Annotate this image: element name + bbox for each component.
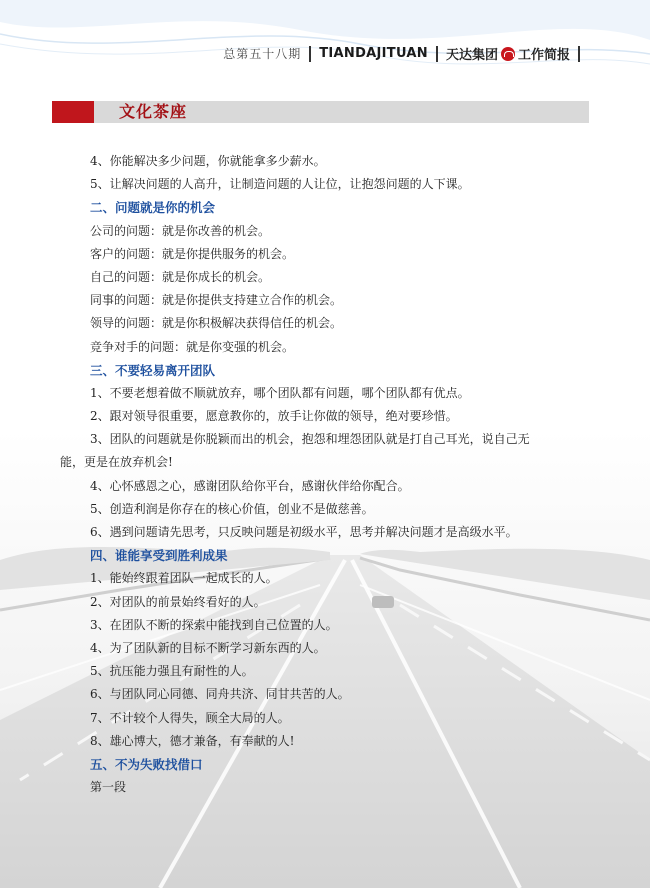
section-title-bar: [52, 101, 589, 123]
section-accent-block: [52, 101, 94, 123]
group-name: 天达集团: [445, 48, 498, 63]
tianda-logo-icon: [501, 47, 515, 61]
list-item-continuation: 能，更是在放弃机会!: [60, 455, 173, 470]
paragraph: 第一段: [90, 780, 127, 795]
brand-name: TIANDAJITUAN: [319, 46, 428, 61]
subheading: 三、不要轻易离开团队: [90, 362, 216, 378]
section-title: 文化茶座: [119, 102, 188, 121]
list-item: 1、不要老想着做不顺就放弃，哪个团队都有问题，哪个团队都有优点。: [90, 385, 470, 400]
article-body: [60, 150, 590, 799]
list-item: 6、与团队同心同德、同舟共济、同甘共苦的人。: [90, 687, 350, 702]
list-item: 3、团队的问题就是你脱颖而出的机会，抱怨和埋怨团队就是打自己耳光，说自己无: [90, 432, 530, 447]
bulletin-name: 工作简报: [517, 48, 570, 63]
list-item: 公司的问题：就是你改善的机会。: [90, 223, 271, 238]
list-item: 6、遇到问题请先思考，只反映问题是初级水平，思考并解决问题才是高级水平。: [90, 525, 518, 539]
list-item: 4、为了团队新的目标不断学习新东西的人。: [90, 640, 326, 655]
issue-number: 总第五十八期: [223, 47, 302, 61]
list-item: 1、能始终跟着团队一起成长的人。: [90, 571, 278, 586]
header-divider: [309, 46, 311, 62]
subheading: 五、不为失败找借口: [90, 756, 203, 772]
header-divider: [436, 46, 438, 62]
page-header: [223, 44, 588, 63]
list-item: 竞争对手的问题：就是你变强的机会。: [90, 339, 295, 354]
subheading: 二、问题就是你的机会: [90, 200, 216, 216]
list-item: 3、在团队不断的探索中能找到自己位置的人。: [90, 617, 338, 632]
list-item: 客户的问题：就是你提供服务的机会。: [90, 246, 295, 261]
list-item: 同事的问题：就是你提供支持建立合作的机会。: [90, 293, 343, 308]
list-item: 领导的问题：就是你积极解决获得信任的机会。: [90, 316, 343, 331]
list-item: 2、跟对领导很重要，愿意教你的，放手让你做的领导，绝对要珍惜。: [90, 409, 458, 424]
list-item: 4、心怀感恩之心，感谢团队给你平台，感谢伙伴给你配合。: [90, 478, 410, 493]
list-item: 5、抗压能力强且有耐性的人。: [90, 664, 254, 679]
list-item: 8、雄心博大，德才兼备，有奉献的人!: [90, 733, 295, 748]
list-item: 5、创造利润是你存在的核心价值，创业不是做慈善。: [90, 501, 374, 516]
paragraph: 4、你能解决多少问题，你就能拿多少薪水。: [90, 154, 326, 168]
list-item: 自己的问题：就是你成长的机会。: [90, 269, 271, 284]
list-item: 2、对团队的前景始终看好的人。: [90, 594, 266, 609]
paragraph: 5、让解决问题的人高升，让制造问题的人让位，让抱怨问题的人下课。: [90, 177, 470, 192]
list-item: 7、不计较个人得失，顾全大局的人。: [90, 710, 290, 725]
subheading: 四、谁能享受到胜利成果: [90, 548, 228, 564]
header-divider: [578, 46, 580, 62]
